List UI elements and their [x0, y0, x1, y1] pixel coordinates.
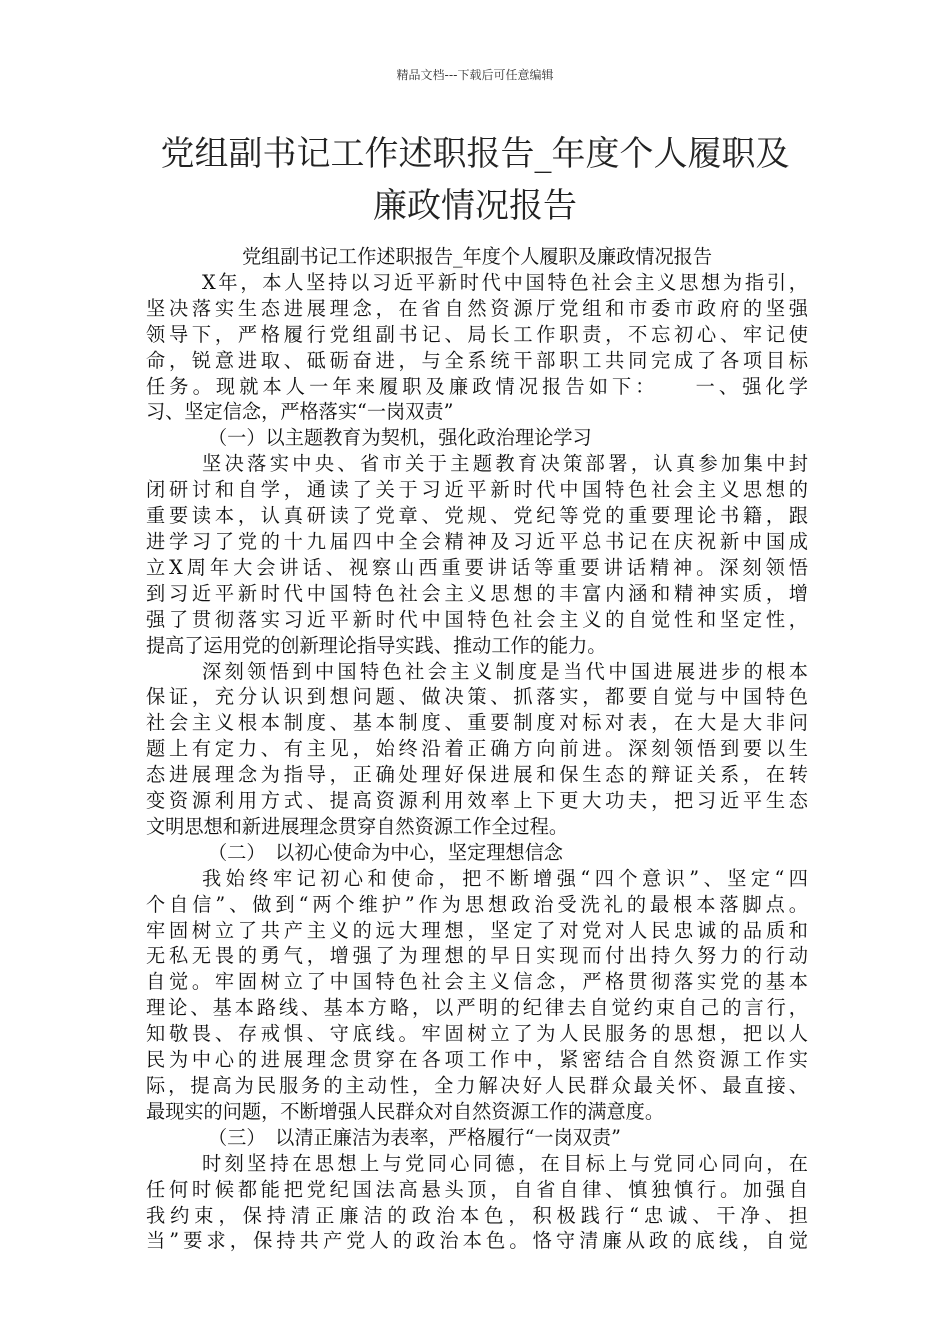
paragraph-line: 保证，充分认识到想问题、做决策、抓落实，都要自觉与中国特色: [146, 685, 808, 709]
paragraph-line: 我约束，保持清正廉洁的政治本色，积极践行“忠诚、干净、担: [146, 1203, 808, 1227]
paragraph-line: 当”要求，保持共产党人的政治本色。恪守清廉从政的底线，自觉: [146, 1229, 808, 1253]
document-body: [146, 244, 808, 1254]
paragraph-line: 民为中心的进展理念贯穿在各项工作中，紧密结合自然资源工作实: [146, 1048, 808, 1072]
header-note: 精品文档---下载后可任意编辑: [396, 68, 554, 82]
paragraph-line: 知敬畏、存戒惧、守底线。牢固树立了为人民服务的思想，把以人: [146, 1022, 808, 1046]
paragraph-line: 时刻坚持在思想上与党同心同德，在目标上与党同心同向，在: [202, 1151, 808, 1175]
paragraph-line: 任何时候都能把党纪国法高悬头顶，自省自律、慎独慎行。加强自: [146, 1177, 808, 1201]
paragraph-line: 理论、基本路线、基本方略，以严明的纪律去自觉约束自己的言行，: [146, 996, 808, 1020]
paragraph-line: 自觉。牢固树立了中国特色社会主义信念，严格贯彻落实党的基本: [146, 970, 808, 994]
paragraph-line: 到习近平新时代中国特色社会主义思想的丰富内涵和精神实质，增: [146, 581, 808, 605]
section-heading: （三） 以清正廉洁为表率，严格履行“一岗双责”: [208, 1125, 621, 1149]
paragraph-line: 命，锐意进取、砥砺奋进，与全系统干部职工共同完成了各项目标: [146, 348, 808, 372]
paragraph-line: 强了贯彻落实习近平新时代中国特色社会主义的自觉性和坚定性，: [146, 607, 808, 631]
paragraph-line: 坚决落实生态进展理念，在省自然资源厅党组和市委市政府的坚强: [146, 296, 808, 320]
paragraph-line: 进学习了党的十九届四中全会精神及习近平总书记在庆祝新中国成: [146, 529, 808, 553]
paragraph-line: 闭研讨和自学，通读了关于习近平新时代中国特色社会主义思想的: [146, 478, 808, 502]
paragraph-line: 个自信”、做到“两个维护”作为思想政治受洗礼的最根本落脚点。: [146, 892, 808, 916]
paragraph-line: 际，提高为民服务的主动性，全力解决好人民群众最关怀、最直接、: [146, 1074, 808, 1097]
paragraph-line: 文明思想和新进展理念贯穿自然资源工作全过程。: [146, 814, 569, 838]
paragraph-line: 领导下，严格履行党组副书记、局长工作职责，不忘初心、牢记使: [146, 322, 808, 346]
paragraph-line: 无私无畏的勇气，增强了为理想的早日实现而付出持久努力的行动: [146, 944, 808, 968]
paragraph-line: 最现实的问题，不断增强人民群众对自然资源工作的满意度。: [146, 1099, 665, 1123]
paragraph-line: 任务。现就本人一年来履职及廉政情况报告如下： 一、强化学: [146, 374, 808, 398]
paragraph-line: 变资源利用方式、提高资源利用效率上下更大功夫，把习近平生态: [146, 789, 808, 813]
paragraph-line: 提高了运用党的创新理论指导实践、推动工作的能力。: [146, 633, 607, 657]
paragraph-line: 牢固树立了共产主义的远大理想，坚定了对党对人民忠诚的品质和: [146, 918, 808, 942]
section-heading: （一）以主题教育为契机，强化政治理论学习: [208, 426, 592, 450]
title-line: 党组副书记工作述职报告_年度个人履职及: [160, 134, 790, 174]
paragraph-line: 习、坚定信念，严格落实“一岗双责”: [146, 400, 454, 424]
paragraph-line: 重要读本，认真研读了党章、党规、党纪等党的重要理论书籍，跟: [146, 504, 808, 528]
section-heading: （二） 以初心使命为中心，坚定理想信念: [208, 840, 563, 864]
paragraph-line: 坚决落实中央、省市关于主题教育决策部署，认真参加集中封: [202, 452, 808, 476]
subtitle-line: 党组副书记工作述职报告_年度个人履职及廉政情况报告: [241, 245, 713, 268]
paragraph-line: 深刻领悟到中国特色社会主义制度是当代中国进展进步的根本: [202, 659, 808, 683]
document-title: [120, 128, 830, 232]
title-line: 廉政情况报告: [373, 186, 577, 226]
paragraph-line: 社会主义根本制度、基本制度、重要制度对标对表，在大是大非问: [146, 711, 808, 735]
paragraph-line: 立X周年大会讲话、视察山西重要讲话等重要讲话精神。深刻领悟: [146, 555, 808, 579]
paragraph-line: 题上有定力、有主见，始终沿着正确方向前进。深刻领悟到要以生: [146, 737, 808, 761]
paragraph-line: 我始终牢记初心和使命，把不断增强“四个意识”、坚定“四: [202, 866, 808, 890]
paragraph-line: 态进展理念为指导，正确处理好保进展和保生态的辩证关系，在转: [146, 763, 808, 787]
paragraph-line: X年，本人坚持以习近平新时代中国特色社会主义思想为指引，: [202, 270, 808, 294]
